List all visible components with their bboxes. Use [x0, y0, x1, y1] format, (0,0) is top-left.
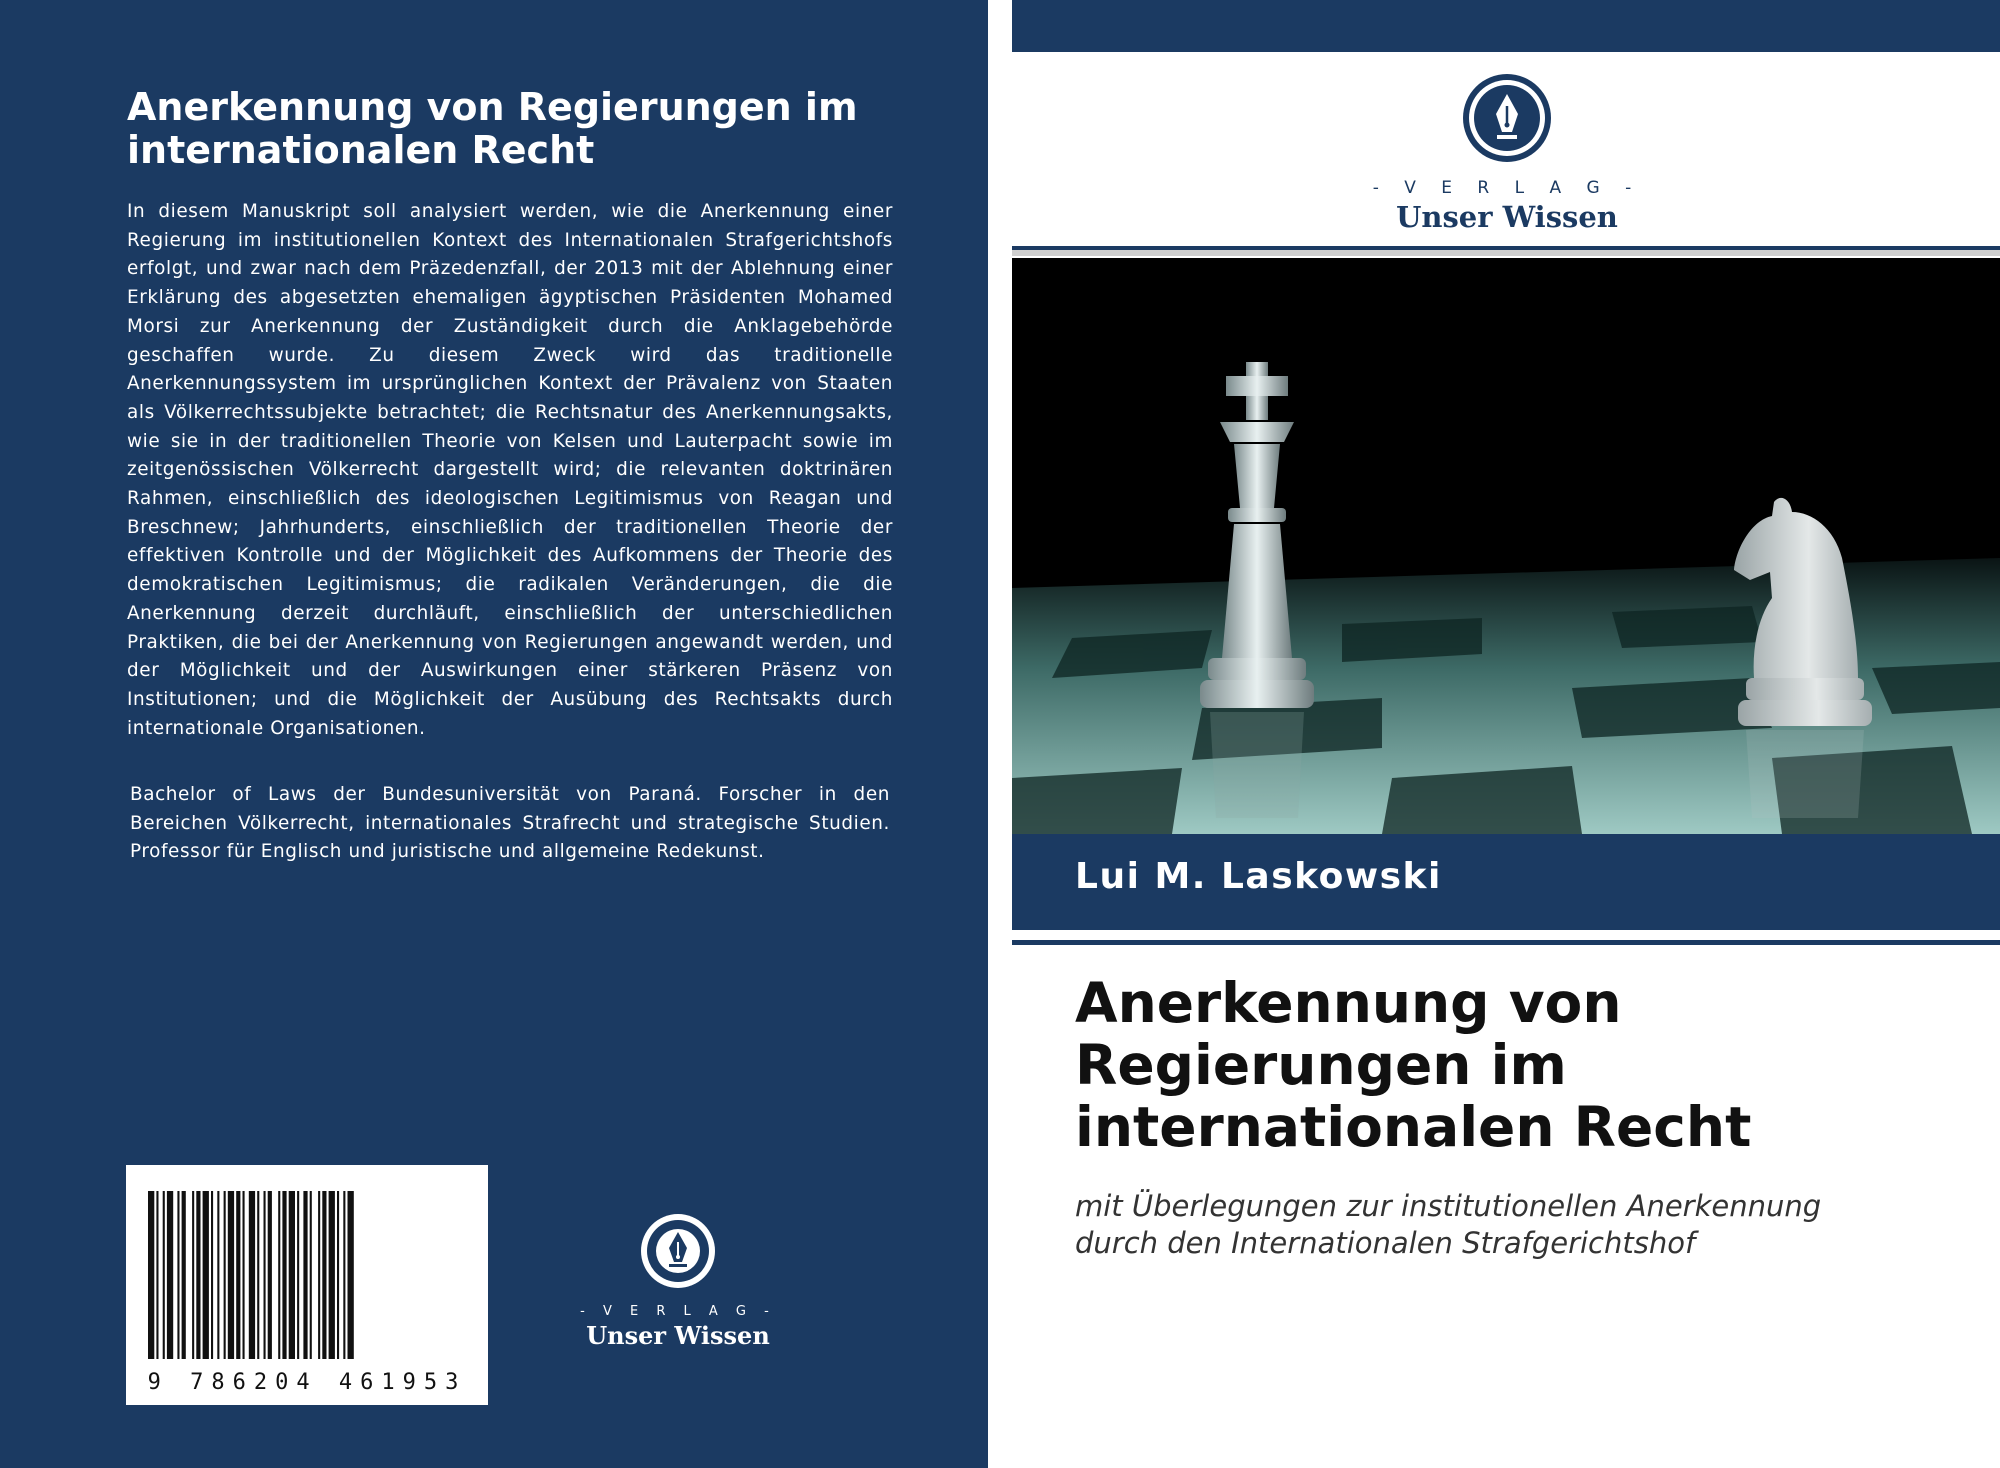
publisher-verlag-label: - V E R L A G -	[580, 1304, 776, 1319]
front-cover	[1012, 0, 2000, 1468]
publisher-verlag-label: - V E R L A G -	[1372, 178, 1642, 198]
title-line: Anerkennung von	[1075, 971, 1622, 1035]
back-cover-title: Anerkennung von Regierungen im internationalen Recht	[127, 85, 858, 172]
author-bio: Bachelor of Laws der Bundesuniversität von Paraná. Forscher in den Bereichen Völkerrecht, internationales Strafrecht und strategische Studien. Professor für Englisch und juristische und allgemeine Redekunst.	[130, 784, 890, 863]
title-line: Regierungen im	[1075, 1033, 1567, 1097]
front-cover-subtitle	[1075, 1188, 1975, 1262]
publisher-brand-name: Unser Wissen	[1396, 200, 1618, 234]
subtitle-line: mit Überlegungen zur institutionellen Anerkennung	[1075, 1189, 1822, 1223]
thin-divider	[1012, 940, 2000, 945]
author-name: Lui M. Laskowski	[1075, 856, 1442, 897]
publisher-logo-front	[1272, 72, 1742, 234]
title-line: internationalen Recht	[1075, 1095, 1752, 1159]
back-cover-blurb: In diesem Manuskript soll analysiert werden, wie die Anerkennung einer Regierung im institutionellen Kontext des Internationalen Strafgerichtshofs erfolgt, und zwar nach dem Präzedenzfall, der 2013 mit der Ablehnung einer Erklärung des abgesetzten ehemaligen ägyptischen Präsidenten Mohamed Morsi zur Anerkennung der Zuständigkeit durch die Anklagebehörde geschaffen wurde. Zu diesem Zweck wird das traditionelle Anerkennungssystem im ursprünglichen Kontext der Prävalenz von Staaten als Völkerrechtssubjekte betrachtet; die Rechtsnatur des Anerkennungsakts, wie sie in der traditionellen Theorie von Kelsen und Lauterpacht sowie im zeitgenössischen Völkerrecht dargestellt wird; die relevanten doktrinären Rahmen, einschließlich des ideologischen Legitimismus von Reagan und Breschnew; Jahrhunderts, einschließlich der traditionellen Theorie der effektiven Kontrolle und der Möglichkeit des Aufkommens der Theorie des demokratischen Legitimismus; die radikalen Veränderungen, die die Anerkennung derzeit durchläuft, einschließlich der unterschiedlichen Praktiken, die bei der Anerkennung von Regierungen angewandt werden, und der Möglichkeit und der Auswirkungen einer stärkeren Präsenz von Institutionen; und die Möglichkeit der Ausübung des Rechtsakts durch internationale Organisationen.	[127, 201, 893, 739]
back-cover	[0, 0, 988, 1468]
publisher-logo-back	[578, 1212, 778, 1350]
front-top-band	[1012, 0, 2000, 52]
cover-photo	[1012, 258, 2000, 834]
divider-rule-dark	[1012, 246, 2000, 250]
spine	[988, 0, 1012, 1468]
chess-king-and-knight-image	[1012, 258, 2000, 834]
publisher-brand-name: Unser Wissen	[586, 1321, 770, 1350]
fountain-pen-nib-seal-icon	[639, 1212, 717, 1290]
barcode	[126, 1165, 488, 1405]
isbn-number: 9 786204 461953	[147, 1370, 467, 1395]
barcode-icon	[126, 1165, 488, 1405]
front-cover-title	[1075, 972, 1975, 1158]
author-band	[1012, 834, 2000, 930]
subtitle-line: durch den Internationalen Strafgerichtshof	[1075, 1226, 1696, 1260]
fountain-pen-nib-seal-icon	[1461, 72, 1553, 164]
